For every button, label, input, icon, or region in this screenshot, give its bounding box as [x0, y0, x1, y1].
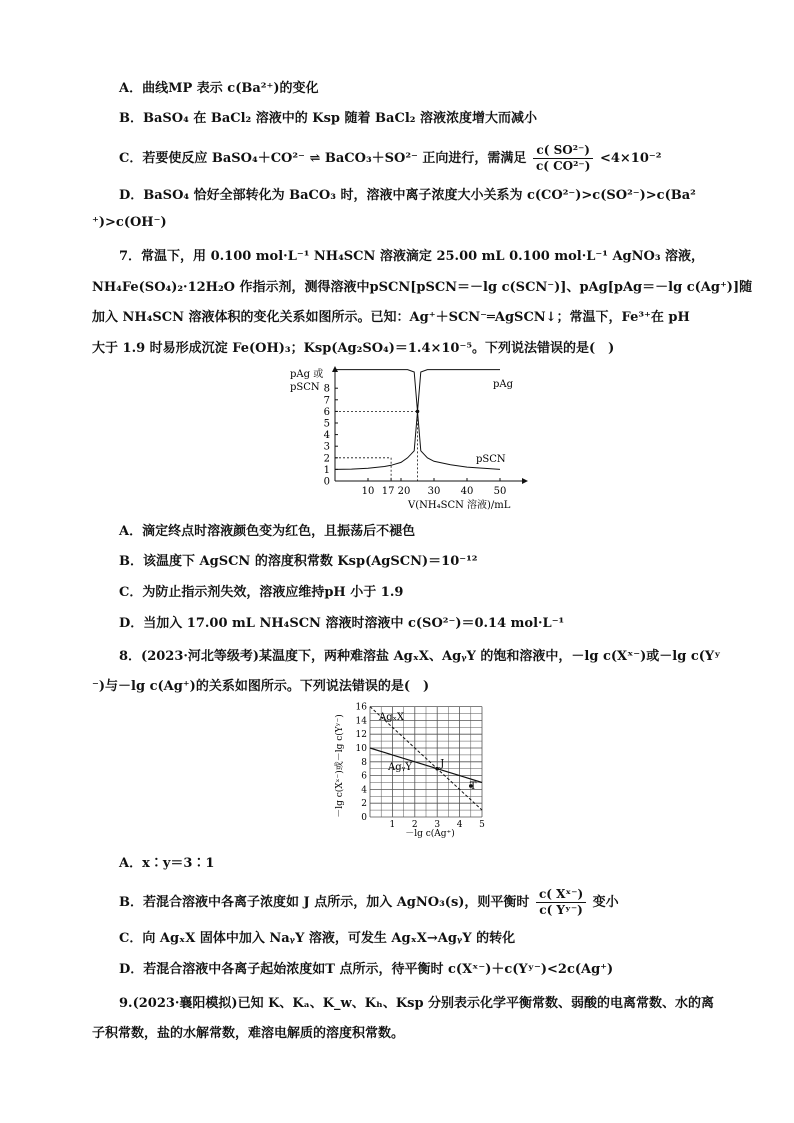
- q8-b-numerator: c( Xˣ⁻): [536, 887, 586, 903]
- chart7-xtick-label: 30: [427, 486, 441, 497]
- chart-q7-titration: [290, 365, 540, 515]
- q6-option-c-fraction: [533, 143, 593, 174]
- chart8-ytick-label: 0: [361, 813, 367, 823]
- q8-b-denominator: c( Yʸ⁻): [539, 903, 583, 917]
- chart7-ytick-label: 0: [323, 476, 330, 488]
- q8-option-b-text: B．若混合溶液中各离子浓度如 J 点所示，加入 AgNO₃(s)，则平衡时: [119, 895, 530, 910]
- q7-option-d: D．当加入 17.00 mL NH₄SCN 溶液时溶液中 c(SO²⁻)＝0.14 mol·L⁻¹: [119, 616, 565, 631]
- q6-option-d-line1: D．BaSO₄ 恰好全部转化为 BaCO₃ 时，溶液中离子浓度大小关系为 c(CO²⁻)>c(SO²⁻)>c(Ba²: [119, 188, 696, 203]
- q7-stem-line1: 7．常温下，用 0.100 mol·L⁻¹ NH₄SCN 溶液滴定 25.00 mL 0.100 mol·L⁻¹ AgNO₃ 溶液，: [119, 249, 705, 264]
- q6-option-b: B．BaSO₄ 在 BaCl₂ 溶液中的 Ksp 随着 BaCl₂ 溶液浓度增大而减小: [119, 111, 537, 126]
- q7-option-b: B．该温度下 AgSCN 的溶度积常数 Ksp(AgSCN)＝10⁻¹²: [119, 554, 478, 569]
- chart8-label-j: J: [440, 758, 445, 770]
- chart8-xtick-label: 3: [434, 820, 441, 830]
- chart8-ytick-label: 2: [361, 799, 367, 810]
- chart8-point-j: [435, 767, 439, 771]
- q9-stem-line2: 子积常数，盐的水解常数，难溶电解质的溶度积常数。: [92, 1026, 405, 1041]
- q6-c-numerator: c( SO²⁻): [533, 143, 593, 159]
- chart7-ylabel-1: pAg 或: [290, 369, 324, 380]
- chart7-ytick-label: 5: [323, 418, 330, 430]
- chart7-xtick-label: 10: [361, 486, 375, 497]
- chart8-ytick-label: 6: [361, 771, 367, 782]
- chart7-xtick-label: 50: [493, 486, 507, 497]
- chart8-ytick-label: 4: [361, 785, 367, 796]
- chart7-xtick-label: 20: [397, 486, 411, 497]
- q7-stem-line4: 大于 1.9 时易形成沉淀 Fe(OH)₃；Ksp(Ag₂SO₄)＝1.4×10⁻⁵。下列说法错误的是( ): [92, 341, 615, 356]
- q9-stem-line1: 9.(2023·襄阳模拟)已知 K、Kₐ、K_w、Kₕ、Ksp 分别表示化学平衡常数、弱酸的电离常数、水的离: [119, 996, 715, 1011]
- q6-c-denominator: c( CO²⁻): [535, 159, 591, 173]
- chart8-ytick-label: 14: [355, 716, 367, 727]
- chart7-ytick-label: 8: [323, 383, 330, 395]
- q7-stem-line3: 加入 NH₄SCN 溶液体积的变化关系如图所示。已知：Ag⁺＋SCN⁻═AgSCN↓；常温下，Fe³⁺在 pH: [92, 310, 690, 325]
- chart8-label-agx: AgₓX: [379, 712, 404, 723]
- q8-option-b-tail: 变小: [592, 895, 619, 910]
- chart8-ytick-label: 8: [361, 757, 367, 768]
- chart8-ytick-label: 12: [355, 730, 367, 741]
- q8-option-c: C．向 AgₓX 固体中加入 NaᵧY 溶液，可发生 AgₓX→AgᵧY 的转化: [119, 931, 516, 946]
- q8-option-a: A．x∶y＝3∶1: [119, 856, 215, 871]
- chart7-ytick-label: 7: [323, 395, 330, 407]
- chart8-ytick-label: 10: [355, 744, 367, 754]
- chart7-ylabel-2: pSCN: [290, 382, 320, 393]
- chart7-xtick-label: 17: [381, 486, 395, 497]
- chart7-ytick-label: 2: [323, 453, 330, 465]
- chart7-ytick-label: 1: [323, 464, 330, 476]
- chart8-ytick-label: 16: [355, 702, 367, 713]
- chart8-xtick-label: 4: [456, 820, 463, 830]
- chart8-xtick-label: 5: [479, 820, 485, 830]
- q7-stem-line2: NH₄Fe(SO₄)₂·12H₂O 作指示剂，测得溶液中pSCN[pSCN＝－lg c(SCN⁻)]、pAg[pAg＝－lg c(Ag⁺)]随: [92, 280, 753, 295]
- q8-option-b: [119, 887, 619, 918]
- q8-stem-line1: 8．(2023·河北等级考)某温度下，两种难溶盐 AgₓX、AgᵧY 的饱和溶液中，－lg c(Xˣ⁻)或－lg c(Yʸ: [119, 649, 721, 664]
- q6-option-a: A．曲线MP 表示 c(Ba²⁺)的变化: [119, 81, 319, 96]
- q6-option-d-line2: ⁺)>c(OH⁻): [92, 215, 167, 230]
- q7-option-a: A．滴定终点时溶液颜色变为红色，且振荡后不褪色: [119, 524, 416, 539]
- chart7-xtick-label: 40: [460, 486, 474, 497]
- chart8-xtick-label: 1: [389, 820, 396, 830]
- q7-option-c: C．为防止指示剂失效，溶液应维持pH 小于 1.9: [119, 585, 404, 600]
- chart7-label-pag: pAg: [493, 379, 514, 390]
- q8-option-d: D．若混合溶液中各离子起始浓度如T 点所示，待平衡时 c(Xˣ⁻)＋c(Yʸ⁻)<2c(Ag⁺): [119, 962, 614, 977]
- q8-option-b-fraction: [536, 887, 586, 918]
- chart7-xlabel: V(NH₄SCN 溶液)/mL: [408, 500, 511, 511]
- chart8-xlabel: －lg c(Ag⁺): [405, 829, 455, 839]
- chart7-ytick-label: 4: [323, 430, 330, 442]
- chart8-xtick-label: 2: [411, 820, 418, 830]
- chart8-label-t: T: [469, 780, 477, 792]
- chart7-ytick-label: 6: [323, 406, 330, 418]
- chart8-label-agy: AgᵧY: [388, 762, 412, 773]
- chart7-label-pscn: pSCN: [476, 454, 506, 465]
- q6-option-c: [119, 143, 661, 174]
- chart8-ylabel: －lg c(Xˣ⁻)或－lg c(Yʸ⁻): [335, 714, 345, 818]
- chart-q8-solubility: [330, 700, 500, 840]
- q6-option-c-condition: <4×10⁻²: [599, 151, 662, 166]
- q8-stem-line2: ⁻)与－lg c(Ag⁺)的关系如图所示。下列说法错误的是( ): [92, 679, 430, 694]
- q6-option-c-text: C．若要使反应 BaSO₄＋CO²⁻ ⇌ BaCO₃＋SO²⁻ 正向进行，需满足: [119, 151, 527, 166]
- chart7-ytick-label: 3: [323, 441, 330, 453]
